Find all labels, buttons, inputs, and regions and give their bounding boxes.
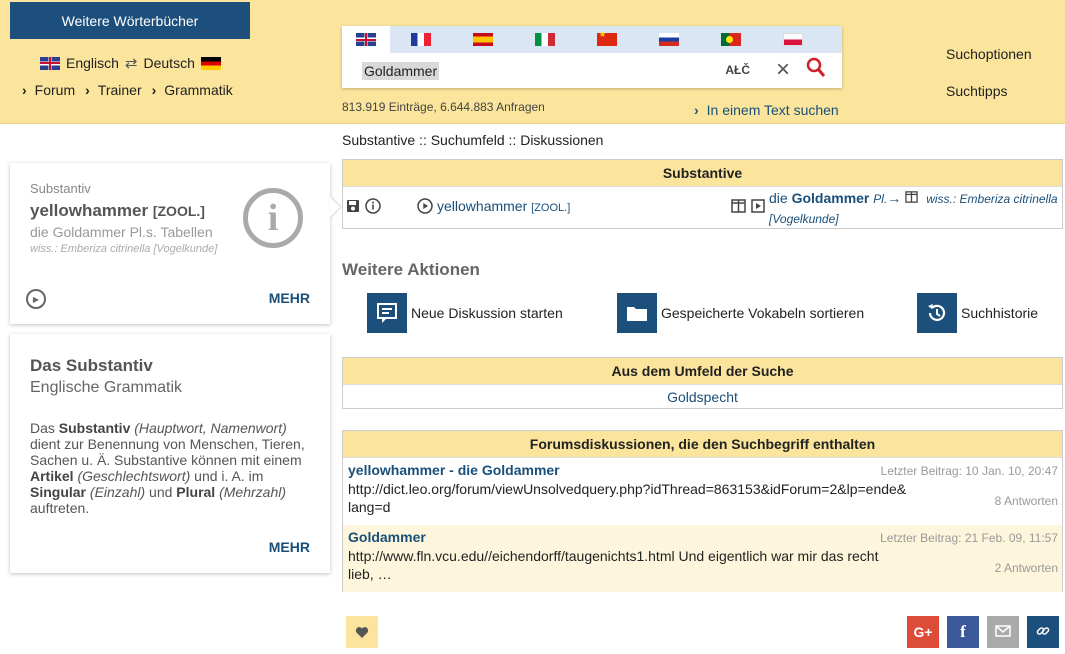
german-word: Goldammer xyxy=(791,190,870,206)
nav-label: Forum xyxy=(34,82,76,98)
plural-label: Pl. xyxy=(873,192,888,206)
lang-right-label[interactable]: Deutsch xyxy=(143,55,195,71)
forum-thread-title[interactable]: yellowhammer - die Goldammer xyxy=(348,462,560,478)
pt-flag-icon xyxy=(721,33,741,46)
google-plus-icon: G+ xyxy=(913,624,933,640)
nav-label: Grammatik xyxy=(164,82,233,98)
text-span: und i. A. im xyxy=(190,468,264,484)
actions-heading: Weitere Aktionen xyxy=(342,260,480,279)
search-query-text[interactable]: Goldammer xyxy=(364,62,438,79)
german-article: die xyxy=(769,190,792,206)
table-row xyxy=(343,187,1062,229)
tab-polish[interactable] xyxy=(762,26,824,53)
search-history-button[interactable] xyxy=(917,293,1038,333)
it-flag-icon xyxy=(535,33,555,46)
table-view-icon[interactable] xyxy=(731,199,746,216)
grammar-card xyxy=(10,334,330,573)
more-button[interactable]: MEHR xyxy=(268,290,310,306)
last-post-date: Letzter Beitrag: 10 Jan. 10, 20:47 xyxy=(880,464,1058,478)
tab-spanish[interactable] xyxy=(452,26,514,53)
forum-discussions-box xyxy=(342,430,1063,592)
play-icon[interactable] xyxy=(417,198,433,217)
subject-tag: [Vogelkunde] xyxy=(769,212,839,226)
facebook-icon: f xyxy=(960,622,966,641)
nav-item-trainer[interactable] xyxy=(85,82,142,98)
copy-link-button[interactable] xyxy=(1027,616,1059,648)
header-bar xyxy=(0,0,1065,124)
section-heading: Forumsdiskussionen, die den Suchbegriff enthalten xyxy=(343,431,1062,458)
saved-vocab-button[interactable] xyxy=(617,293,864,333)
forum-thread-snippet: http://dict.leo.org/forum/viewUnsolvedquery.php?idThread=863153&idForum=2&lp=ende&lang=d xyxy=(348,481,907,515)
english-term[interactable] xyxy=(437,198,570,214)
grammar-subtitle: Englische Grammatik xyxy=(30,379,183,396)
language-pair-selector[interactable] xyxy=(40,54,221,72)
clear-icon[interactable]: × xyxy=(775,56,790,83)
fr-flag-icon xyxy=(411,33,431,46)
action-label: Suchhistorie xyxy=(961,305,1039,321)
scientific-name: wiss.: Emberiza citrinella [Vogelkunde] xyxy=(30,243,218,255)
lang-left-label[interactable]: Englisch xyxy=(66,55,119,71)
mail-icon xyxy=(995,624,1011,640)
text-bold: Plural xyxy=(176,484,216,500)
google-plus-share-button[interactable] xyxy=(907,616,939,648)
entry-info-card xyxy=(10,163,330,324)
audio-icon[interactable] xyxy=(751,199,765,216)
main-nav xyxy=(22,82,233,98)
play-icon[interactable]: ▶ xyxy=(26,289,46,309)
grammar-title: Das Substantiv xyxy=(30,356,153,375)
nav-item-forum[interactable] xyxy=(22,82,75,98)
ru-flag-icon xyxy=(659,33,679,46)
pl-flag-icon xyxy=(783,33,803,46)
swap-icon[interactable]: ⇄ xyxy=(124,55,138,72)
text-italic: (Hauptwort, Namenwort) xyxy=(130,420,287,436)
text-span: auftreten. xyxy=(30,500,90,516)
stats-text: 813.919 Einträge, 6.644.883 Anfragen xyxy=(342,100,545,114)
chevron-right-icon: › xyxy=(694,102,699,118)
text-italic: (Geschlechtswort) xyxy=(73,468,191,484)
info-icon[interactable] xyxy=(365,198,381,217)
text-search-link[interactable] xyxy=(694,102,839,118)
action-label: Neue Diskussion starten xyxy=(411,305,563,321)
list-item[interactable] xyxy=(343,458,1062,525)
more-button[interactable]: MEHR xyxy=(268,539,310,555)
headword xyxy=(30,201,205,221)
tab-russian[interactable] xyxy=(638,26,700,53)
text-italic: (Einzahl) xyxy=(86,484,146,500)
scientific-name: wiss.: Emberiza citrinella xyxy=(926,192,1058,206)
more-dictionaries-button[interactable]: Weitere Wörterbücher xyxy=(10,2,250,39)
answer-count: 2 Antworten xyxy=(994,561,1058,575)
translation-line: die Goldammer Pl.s. Tabellen xyxy=(30,224,213,240)
chevron-right-icon: › xyxy=(151,82,157,98)
tab-portuguese[interactable] xyxy=(700,26,762,53)
search-box xyxy=(342,26,842,88)
card-pointer xyxy=(330,197,340,217)
save-icon[interactable] xyxy=(346,199,360,216)
word-kind: Substantiv xyxy=(30,181,91,196)
nav-label: Trainer xyxy=(97,82,142,98)
search-options-link[interactable]: Suchoptionen xyxy=(946,46,1032,62)
breadcrumb[interactable]: Substantive :: Suchumfeld :: Diskussionen xyxy=(342,132,604,148)
text-bold: Substantiv xyxy=(58,420,131,436)
text-span: und xyxy=(145,484,177,500)
discussion-icon xyxy=(367,293,407,333)
nouns-results-table xyxy=(342,159,1063,229)
tab-chinese[interactable] xyxy=(576,26,638,53)
new-discussion-button[interactable] xyxy=(367,293,563,333)
section-heading: Aus dem Umfeld der Suche xyxy=(343,358,1062,385)
forum-thread-title[interactable]: Goldammer xyxy=(348,529,426,545)
history-icon xyxy=(917,293,957,333)
headword-text: yellowhammer xyxy=(30,201,149,220)
link-icon xyxy=(1036,624,1050,641)
es-flag-icon xyxy=(473,33,493,46)
chevron-right-icon: › xyxy=(85,82,90,98)
cn-flag-icon xyxy=(597,33,617,46)
search-tips-link[interactable]: Suchtipps xyxy=(946,83,1008,99)
grammar-text xyxy=(30,420,315,516)
german-term[interactable] xyxy=(769,189,1059,229)
uk-flag-icon xyxy=(40,57,60,70)
related-search-box xyxy=(342,357,1063,409)
nav-item-grammatik[interactable] xyxy=(152,82,233,98)
facebook-share-button[interactable] xyxy=(947,616,979,648)
mail-share-button[interactable] xyxy=(987,616,1019,648)
dictionary-flag-tabs xyxy=(342,26,842,53)
tab-english[interactable] xyxy=(342,26,390,53)
tab-italian[interactable] xyxy=(514,26,576,53)
related-term-link[interactable]: Goldspecht xyxy=(667,389,738,405)
search-input[interactable] xyxy=(342,53,842,88)
text-bold: Artikel xyxy=(30,468,74,484)
options-links xyxy=(946,36,1032,110)
special-chars-button[interactable]: AŁČ xyxy=(725,63,750,77)
chevron-right-icon: › xyxy=(22,82,27,98)
de-flag-icon xyxy=(201,57,221,70)
table-view-icon[interactable] xyxy=(905,189,918,208)
uk-flag-icon xyxy=(356,33,376,46)
text-search-label: In einem Text suchen xyxy=(706,102,839,118)
text-italic: (Mehrzahl) xyxy=(215,484,286,500)
forum-thread-snippet: http://www.fln.vcu.edu//eichendorff/taugenichts1.html Und eigentlich war mir das recht lieb, … xyxy=(348,548,879,582)
favorite-heart-icon[interactable] xyxy=(346,616,378,648)
headword-tag: [ZOOL.] xyxy=(152,203,205,219)
text-bold: Singular xyxy=(30,484,87,500)
list-item[interactable] xyxy=(343,525,1062,592)
answer-count: 8 Antworten xyxy=(994,494,1058,508)
tab-french[interactable] xyxy=(390,26,452,53)
english-tag: [ZOOL.] xyxy=(531,202,571,214)
text-span: dient zur Benennung von Menschen, Tieren, Sachen u. Ä. Substantive können mit einem xyxy=(30,436,305,468)
text-span: Das xyxy=(30,420,59,436)
last-post-date: Letzter Beitrag: 21 Feb. 09, 11:57 xyxy=(880,531,1058,545)
action-label: Gespeicherte Vokabeln sortieren xyxy=(661,305,865,321)
search-icon[interactable] xyxy=(806,57,826,82)
info-icon: i xyxy=(243,188,303,248)
english-word: yellowhammer xyxy=(437,198,528,214)
section-heading: Substantive xyxy=(343,160,1062,187)
arrow-right-icon: → xyxy=(887,190,902,206)
folder-icon xyxy=(617,293,657,333)
